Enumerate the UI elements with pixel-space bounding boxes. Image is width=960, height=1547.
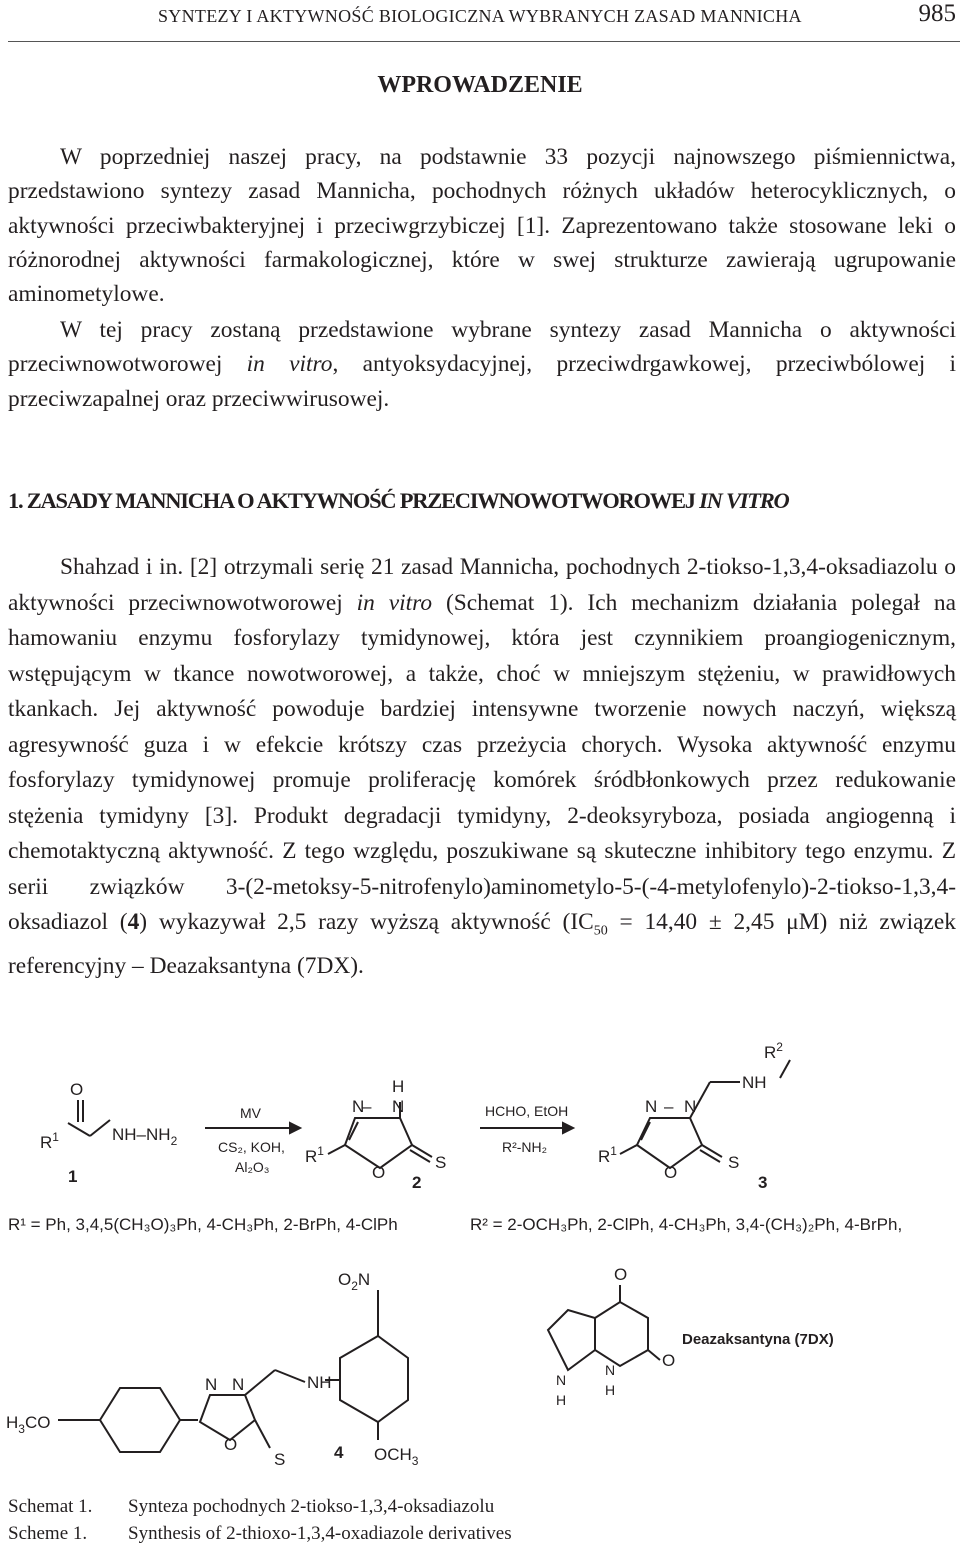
svg-text:O: O xyxy=(662,1351,676,1370)
svg-text:R1: $R^1$ xyxy=(305,1144,324,1166)
svg-text:O: O xyxy=(372,1163,386,1182)
reagent-1-bottom-1: CS₂, KOH, xyxy=(218,1139,285,1155)
reagent-2-bottom: R²-NH₂ xyxy=(502,1139,548,1155)
svg-text:O: O xyxy=(614,1265,628,1284)
r1-definition: R¹ = Ph, 3,4,5(CH₃O)₃Ph, 4-CH₃Ph, 2-BrPh, 4-ClPh xyxy=(8,1215,398,1234)
svg-text:–: – xyxy=(362,1097,372,1116)
svg-text:N: N xyxy=(605,1362,616,1378)
svg-text:N: N xyxy=(205,1375,218,1394)
svg-text:R1: $R^1$ xyxy=(40,1130,59,1152)
svg-text:–: – xyxy=(664,1097,674,1116)
svg-text:NH: NH xyxy=(742,1073,767,1092)
running-header xyxy=(8,0,960,42)
svg-text:O: O xyxy=(224,1435,238,1454)
svg-text:S: S xyxy=(435,1153,447,1172)
running-title: SYNTEZY I AKTYWNOŚĆ BIOLOGICZNA WYBRANYCH ZASAD MANNICHA xyxy=(158,6,802,26)
intro-paragraph-2: W tej pracy zostaną przedstawione wybrane syntezy zasad Mannicha o aktywności przeciwnowotworowej in vitro, antyoksydacyjnej, przeciwdrgawkowej, przeciwbólowej i przeciwzapalnej oraz przeciwwirusowej. xyxy=(8,317,956,412)
compound-3-label: 3 xyxy=(758,1173,768,1192)
svg-text:O: O xyxy=(664,1163,678,1182)
scheme-caption-en: Scheme 1. Synthesis of 2-thioxo-1,3,4-oxadiazole derivatives xyxy=(8,1523,512,1544)
svg-text:O: O xyxy=(70,1080,84,1099)
svg-text:H: H xyxy=(392,1077,405,1096)
svg-text:N: N xyxy=(684,1097,697,1116)
svg-text:H3CO: $H_3CO$ xyxy=(6,1413,51,1436)
svg-text:N: N xyxy=(556,1372,567,1388)
compound-1-label: 1 xyxy=(68,1167,78,1186)
svg-text:O2N: $O_2N$ xyxy=(338,1270,371,1293)
svg-text:NH–NH2: $NH-NH_2$ xyxy=(112,1125,178,1148)
deazaxanthine-label: Deazaksantyna (7DX) xyxy=(682,1331,834,1348)
scheme-caption-pl: Schemat 1. Synteza pochodnych 2-tiokso-1,3,4-oksadiazolu xyxy=(8,1496,495,1517)
reagent-1-top: MV xyxy=(240,1105,261,1121)
reagent-1-bottom-2: Al₂O₃ xyxy=(235,1159,270,1175)
compound-4-label: 4 xyxy=(334,1443,344,1462)
svg-text:OCH3: $OCH_3$ xyxy=(374,1445,419,1468)
svg-text:R2: $R^2$ xyxy=(764,1040,783,1062)
svg-text:H: H xyxy=(605,1382,616,1398)
svg-text:R1: $R^1$ xyxy=(598,1144,617,1166)
section-1-heading: 1. ZASADY MANNICHA O AKTYWNOŚĆ PRZECIWNOWOTWOROWEJ IN VITRO xyxy=(8,488,789,513)
page-number: 985 xyxy=(918,0,956,27)
compound-2-label: 2 xyxy=(412,1173,422,1192)
svg-text:H: H xyxy=(556,1392,567,1408)
svg-text:S: S xyxy=(728,1153,740,1172)
reaction-scheme xyxy=(0,1040,960,1480)
reagent-2-top: HCHO, EtOH xyxy=(485,1103,569,1119)
svg-text:N: N xyxy=(645,1097,658,1116)
svg-text:N: N xyxy=(352,1097,365,1116)
section-1-paragraph: Shahzad i in. [2] otrzymali serię 21 zasad Mannicha, pochodnych 2-tiokso-1,3,4-oksadiazolu o aktywności przeciwnowotworowej in vitro (Schemat 1). Ich mechanizm działania polegał na hamowaniu enzymu fosforylazy tymidynowej, która jest czynnikiem proangiogenicznym, wstępującym w tkance nowotworowej, a także, choć w mniejszym stężeniu, w prawidłowych tkankach. Jej aktywność powoduje bardziej intensywne tworzenie nowych naczyń, większą agresywność guza i w efekcie krótszy czas przeżycia chorych. Wysoka aktywność enzymu fosforylazy tymidynowej promuje proliferację komórek śródbłonkowych przez redukowanie stężenia tymidyny [3]. Produkt degradacji tymidyny, 2-deoksyryboza, posiada angiogenną i chemotaktyczną aktywność. Z tego względu, poszukiwane są skuteczne inhibitory tego enzymu. Z serii związków 3-(2-metoksy-5-nitrofenylo)aminometylo-5-(-4-metylofenylo)-2-tiokso-1,3,4-oksadiazol (4) wykazywał 2,5 razy wyższą aktywność ($IC_{50} = 14,40 \pm 2,45$ μM) niż związek referencyjny – Deazaksantyna (7DX). xyxy=(8,554,957,980)
svg-text:S: S xyxy=(274,1450,286,1469)
r2-definition: R² = 2-OCH₃Ph, 2-ClPh, 4-CH₃Ph, 3,4-(CH₃)₂Ph, 4-BrPh, xyxy=(470,1215,903,1234)
svg-text:N: N xyxy=(232,1375,245,1394)
svg-text:N: N xyxy=(392,1097,405,1116)
intro-title: WPROWADZENIE xyxy=(377,72,583,98)
svg-text:NH: NH xyxy=(307,1373,332,1392)
intro-paragraph-1: W poprzedniej naszej pracy, na podstawnie 33 pozycji najnowszego piśmiennictwa, przedstawiono syntezy zasad Mannicha, pochodnych różnych układów heterocyklicznych, o aktywności przeciwbakteryjnej i przeciwgrzybiczej [1]. Zaprezentowano także stosowane leki o różnorodnej aktywności farmakologicznej, które w swej strukturze zawierają ugrupowanie aminometylowe. xyxy=(8,144,956,308)
